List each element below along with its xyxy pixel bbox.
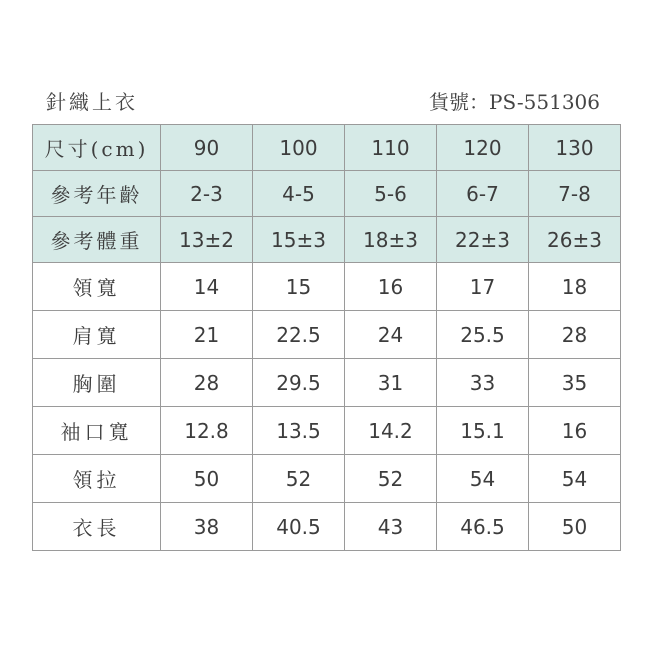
table-cell: 16 bbox=[345, 263, 437, 311]
table-cell: 43 bbox=[345, 503, 437, 551]
table-row bbox=[33, 503, 621, 551]
table-cell: 12.8 bbox=[161, 407, 253, 455]
weight-cell: 22±3 bbox=[437, 217, 529, 263]
size-cell: 110 bbox=[345, 125, 437, 171]
row-label: 領寬 bbox=[33, 263, 161, 311]
table-row bbox=[33, 359, 621, 407]
table-cell: 17 bbox=[437, 263, 529, 311]
weight-cell: 15±3 bbox=[253, 217, 345, 263]
product-name: 針織上衣 bbox=[46, 90, 138, 114]
row-label: 胸圍 bbox=[33, 359, 161, 407]
table-cell: 50 bbox=[529, 503, 621, 551]
age-row bbox=[33, 171, 621, 217]
table-cell: 33 bbox=[437, 359, 529, 407]
table-cell: 52 bbox=[253, 455, 345, 503]
weight-row bbox=[33, 217, 621, 263]
size-cell: 100 bbox=[253, 125, 345, 171]
table-cell: 38 bbox=[161, 503, 253, 551]
size-row bbox=[33, 125, 621, 171]
table-cell: 13.5 bbox=[253, 407, 345, 455]
table-cell: 18 bbox=[529, 263, 621, 311]
table-cell: 25.5 bbox=[437, 311, 529, 359]
table-cell: 46.5 bbox=[437, 503, 529, 551]
row-label: 衣長 bbox=[33, 503, 161, 551]
table-cell: 28 bbox=[529, 311, 621, 359]
age-cell: 5-6 bbox=[345, 171, 437, 217]
size-chart-table bbox=[32, 124, 621, 551]
table-cell: 22.5 bbox=[253, 311, 345, 359]
table-row bbox=[33, 311, 621, 359]
table-cell: 24 bbox=[345, 311, 437, 359]
size-cell: 130 bbox=[529, 125, 621, 171]
table-cell: 14.2 bbox=[345, 407, 437, 455]
row-label-size: 尺寸(cm) bbox=[33, 125, 161, 171]
table-cell: 35 bbox=[529, 359, 621, 407]
age-cell: 7-8 bbox=[529, 171, 621, 217]
table-cell: 31 bbox=[345, 359, 437, 407]
table-cell: 15.1 bbox=[437, 407, 529, 455]
age-cell: 4-5 bbox=[253, 171, 345, 217]
table-cell: 29.5 bbox=[253, 359, 345, 407]
table-cell: 50 bbox=[161, 455, 253, 503]
weight-cell: 26±3 bbox=[529, 217, 621, 263]
age-cell: 6-7 bbox=[437, 171, 529, 217]
size-cell: 120 bbox=[437, 125, 529, 171]
row-label-age: 參考年齡 bbox=[33, 171, 161, 217]
item-number: 貨號：PS-551306 bbox=[429, 90, 600, 114]
table-cell: 28 bbox=[161, 359, 253, 407]
table-cell: 54 bbox=[437, 455, 529, 503]
table-row bbox=[33, 263, 621, 311]
size-cell: 90 bbox=[161, 125, 253, 171]
age-cell: 2-3 bbox=[161, 171, 253, 217]
table-cell: 40.5 bbox=[253, 503, 345, 551]
table-row bbox=[33, 407, 621, 455]
row-label: 袖口寬 bbox=[33, 407, 161, 455]
table-cell: 16 bbox=[529, 407, 621, 455]
table-cell: 15 bbox=[253, 263, 345, 311]
weight-cell: 18±3 bbox=[345, 217, 437, 263]
row-label: 肩寬 bbox=[33, 311, 161, 359]
row-label-weight: 參考體重 bbox=[33, 217, 161, 263]
table-cell: 14 bbox=[161, 263, 253, 311]
table-cell: 21 bbox=[161, 311, 253, 359]
table-cell: 52 bbox=[345, 455, 437, 503]
weight-cell: 13±2 bbox=[161, 217, 253, 263]
row-label: 領拉 bbox=[33, 455, 161, 503]
table-cell: 54 bbox=[529, 455, 621, 503]
table-row bbox=[33, 455, 621, 503]
